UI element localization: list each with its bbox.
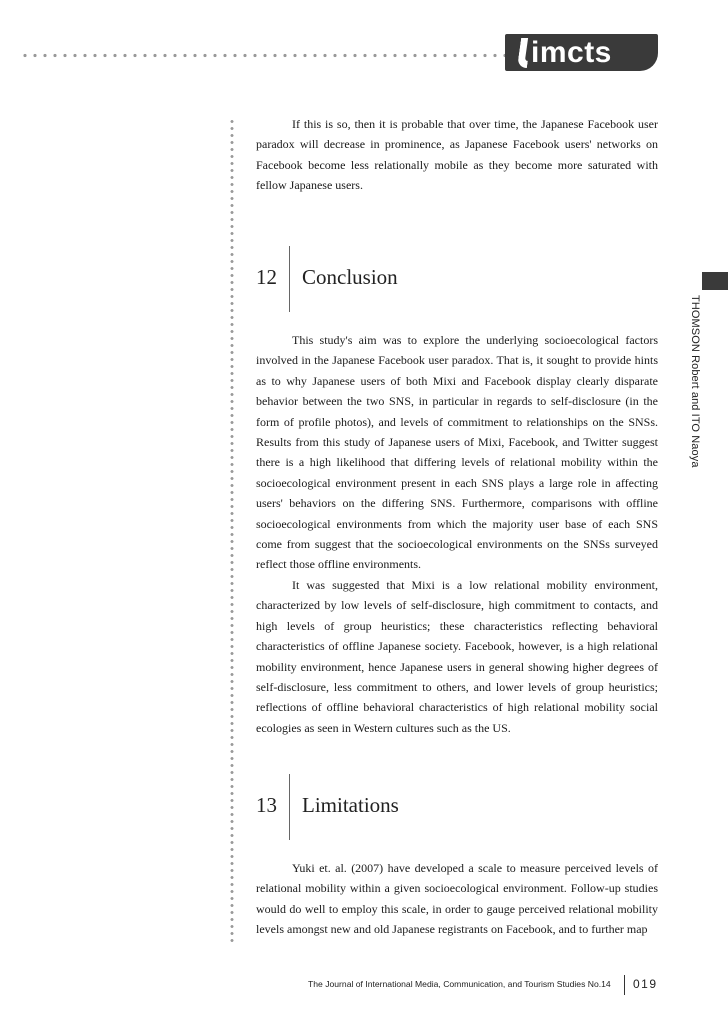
body-text-block-2 <box>256 330 658 738</box>
author-running-head: THOMSON Robert and ITO Naoya <box>689 295 701 468</box>
section-number: 12 <box>256 265 277 289</box>
author-tab-marker <box>702 272 728 290</box>
heading-divider <box>289 774 290 840</box>
section-number: 13 <box>256 793 277 817</box>
footer-divider <box>624 975 625 995</box>
section-title: Limitations <box>302 793 399 817</box>
paragraph: If this is so, then it is probable that over time, the Japanese Facebook user paradox will decrease in prominence, as Japanese Facebook users' networks on Facebook become less relationally mobile as they become more saturated with fellow Japanese users. <box>256 117 658 193</box>
paragraph: Yuki et. al. (2007) have developed a scale to measure perceived levels of relational mobility within a given socioecological environment. Follow-up studies would do well to employ this scale, in order to gauge perceived relational mobility levels amongst new and old Japanese registrants on Facebook, and to further map <box>256 861 658 937</box>
footer-journal-title: The Journal of International Media, Communication, and Tourism Studies No.14 <box>308 979 611 989</box>
section-title: Conclusion <box>302 265 398 289</box>
body-text-block-1 <box>256 114 658 196</box>
margin-dotted-rule <box>230 118 234 944</box>
logo-j-mark <box>517 38 531 68</box>
body-text-block-3 <box>256 858 658 940</box>
paragraph: It was suggested that Mixi is a low relational mobility environment, characterized by low levels of self-disclosure, high commitment to contacts, and high levels of group heuristics; these characteristics reflecting behavioral characteristics of offline Japanese society. Facebook, however, is a high relational mobility environment, hence Japanese users in general showing higher degrees of self-disclosure, less commitment to others, and lower levels of group heuristics; reflections of offline behavioral characteristics of high relational mobility social ecologies as seen in Western cultures such as the US. <box>256 577 658 735</box>
logo-text: imcts <box>531 36 612 69</box>
journal-logo <box>505 34 658 71</box>
page-number: 019 <box>633 977 658 991</box>
heading-divider <box>289 246 290 312</box>
header-dotted-rule <box>20 53 510 58</box>
paragraph: This study's aim was to explore the underlying socioecological factors involved in the Japanese Facebook user paradox. That is, it sought to provide hints as to why Japanese users of both Mixi and Facebook display clearly disparate behavior between the two SNS, in particular in regards to self-disclosure (in the form of profile photos), and levels of commitment to relationships on the SNSs. Results from this study of Japanese users of Mixi, Facebook, and Twitter suggest there is a high likelihood that differing levels of relational mobility within the socioecological environment present in each SNS plays a large role in affecting users' behaviors on the differing SNS. Furthermore, comparisons with offline socioecological environments from which the majority user base of each SNS come from suggest that the socioecological environments on the SNSs surveyed reflect those offline environments. <box>256 333 658 572</box>
